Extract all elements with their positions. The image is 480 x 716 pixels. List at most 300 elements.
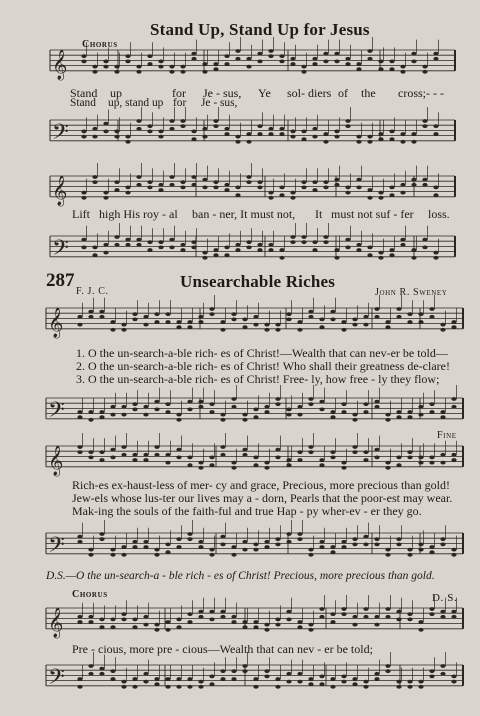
note-head — [132, 312, 137, 316]
note-head — [99, 618, 104, 622]
note-head — [356, 186, 361, 190]
note-head — [198, 466, 203, 470]
note-head — [396, 456, 401, 460]
note-head — [308, 682, 313, 686]
note-head — [422, 119, 427, 123]
note-head — [400, 70, 405, 74]
note-head — [246, 240, 251, 244]
note-head — [363, 402, 368, 406]
note-head — [268, 243, 273, 247]
note-head — [103, 130, 108, 134]
note-head — [242, 664, 247, 668]
note-head — [275, 685, 280, 689]
note-head — [451, 548, 456, 552]
note-head — [363, 685, 368, 689]
note-head — [345, 119, 350, 123]
note-head — [308, 623, 313, 627]
clef: 𝄢 — [48, 664, 65, 695]
note-head — [418, 548, 423, 552]
note-head — [279, 60, 284, 64]
note-head — [114, 235, 119, 239]
note-head — [275, 537, 280, 541]
note-head — [440, 328, 445, 332]
note-head — [389, 193, 394, 197]
note-head — [132, 402, 137, 406]
note-head — [400, 191, 405, 195]
note-head — [451, 675, 456, 679]
note-head — [176, 456, 181, 460]
note-head — [418, 312, 423, 316]
note-head — [114, 243, 119, 247]
note-head — [165, 402, 170, 406]
lyric-word: of — [338, 86, 348, 100]
note-head — [407, 320, 412, 324]
note-head — [132, 677, 137, 681]
note-head — [136, 243, 141, 247]
note-head — [143, 680, 148, 684]
note-head — [132, 540, 137, 544]
note-head — [154, 453, 159, 457]
note-head — [429, 402, 434, 406]
note-head — [121, 413, 126, 417]
note-head — [297, 328, 302, 332]
note-head — [187, 325, 192, 329]
note-head — [374, 315, 379, 319]
note-head — [440, 410, 445, 414]
note-head — [268, 248, 273, 252]
note-head — [330, 450, 335, 454]
note-head — [88, 410, 93, 414]
note-head — [132, 453, 137, 457]
note-head — [374, 615, 379, 619]
author-right: John R. Sweney — [375, 287, 448, 298]
note-head — [187, 620, 192, 624]
note-head — [367, 140, 372, 144]
note-head — [136, 70, 141, 74]
note-head — [429, 669, 434, 673]
note-head — [231, 461, 236, 465]
note-head — [198, 545, 203, 549]
note-head — [88, 672, 93, 676]
note-head — [352, 623, 357, 627]
note-head — [385, 413, 390, 417]
note-head — [143, 545, 148, 549]
note-head — [451, 453, 456, 457]
note-head — [396, 680, 401, 684]
note-head — [242, 318, 247, 322]
note-head — [158, 135, 163, 139]
note-head — [114, 180, 119, 184]
note-head — [220, 677, 225, 681]
lyric-word: loss. — [428, 207, 450, 221]
note-head — [323, 132, 328, 136]
note-head — [312, 180, 317, 184]
note-head — [125, 191, 130, 195]
note-head — [264, 545, 269, 549]
note-head — [198, 461, 203, 465]
note-head — [180, 124, 185, 128]
note-head — [334, 130, 339, 134]
note-head — [308, 445, 313, 449]
note-head — [279, 248, 284, 252]
note-head — [246, 246, 251, 250]
note-head — [77, 685, 82, 689]
note-head — [396, 410, 401, 414]
note-head — [323, 186, 328, 190]
note-head — [308, 315, 313, 319]
note-head — [264, 466, 269, 470]
note-head — [389, 137, 394, 141]
note-head — [132, 458, 137, 462]
note-head — [279, 127, 284, 131]
clef: 𝄞 — [52, 175, 68, 206]
note-head — [418, 620, 423, 624]
note-head — [110, 456, 115, 460]
note-head — [180, 70, 185, 74]
note-head — [77, 315, 82, 319]
note-head — [334, 60, 339, 64]
note-head — [220, 418, 225, 422]
note-head — [330, 685, 335, 689]
note-head — [253, 456, 258, 460]
note-head — [209, 548, 214, 552]
note-head — [253, 315, 258, 319]
note-head — [407, 312, 412, 316]
note-head — [187, 685, 192, 689]
note-head — [81, 191, 86, 195]
note-head — [209, 456, 214, 460]
note-head — [385, 615, 390, 619]
note-head — [202, 62, 207, 66]
note-head — [334, 135, 339, 139]
note-head — [429, 307, 434, 311]
note-head — [264, 675, 269, 679]
lyric-word: Je - sus, — [201, 97, 238, 109]
note-head — [235, 140, 240, 144]
note-head — [220, 669, 225, 673]
note-head — [319, 540, 324, 544]
note-head — [374, 537, 379, 541]
note-head — [143, 615, 148, 619]
note-head — [264, 628, 269, 632]
note-head — [143, 323, 148, 327]
note-head — [110, 413, 115, 417]
note-head — [330, 612, 335, 616]
note-head — [319, 615, 324, 619]
note-head — [352, 537, 357, 541]
note-head — [396, 610, 401, 614]
note-head — [231, 466, 236, 470]
note-head — [242, 669, 247, 673]
note-head — [297, 625, 302, 629]
note-head — [92, 135, 97, 139]
note-head — [411, 248, 416, 252]
chorus-label-2: Chorus — [72, 589, 108, 600]
note-head — [319, 682, 324, 686]
note-head — [246, 132, 251, 136]
note-head — [209, 307, 214, 311]
ds-label: D. S. — [432, 592, 458, 604]
note-head — [246, 180, 251, 184]
chorus-lyric: Pre - cious, more pre - cious—Wealth that can nev - er be told; — [72, 642, 373, 656]
note-head — [334, 183, 339, 187]
note-head — [429, 545, 434, 549]
note-head — [411, 60, 416, 64]
note-head — [176, 418, 181, 422]
note-head — [418, 685, 423, 689]
note-head — [231, 620, 236, 624]
note-head — [385, 664, 390, 668]
note-head — [297, 458, 302, 462]
note-head — [198, 610, 203, 614]
note-head — [187, 677, 192, 681]
note-head — [147, 248, 152, 252]
note-head — [81, 196, 86, 200]
note-head — [290, 57, 295, 61]
note-head — [169, 238, 174, 242]
note-head — [246, 140, 251, 144]
note-head — [352, 323, 357, 327]
note-head — [341, 680, 346, 684]
note-head — [297, 620, 302, 624]
note-head — [202, 186, 207, 190]
note-head — [356, 140, 361, 144]
note-head — [224, 54, 229, 58]
note-head — [125, 60, 130, 64]
note-head — [180, 119, 185, 123]
note-head — [279, 256, 284, 260]
note-head — [136, 183, 141, 187]
note-head — [429, 456, 434, 460]
note-head — [242, 418, 247, 422]
note-head — [411, 132, 416, 136]
note-head — [429, 410, 434, 414]
note-head — [158, 188, 163, 192]
note-head — [389, 186, 394, 190]
note-head — [451, 553, 456, 557]
note-head — [345, 124, 350, 128]
note-head — [114, 188, 119, 192]
note-head — [341, 607, 346, 611]
note-head — [143, 405, 148, 409]
note-head — [110, 669, 115, 673]
note-head — [158, 183, 163, 187]
note-head — [411, 52, 416, 56]
note-head — [301, 65, 306, 69]
note-head — [411, 183, 416, 187]
lyric-word: Lift — [72, 207, 90, 221]
note-head — [231, 312, 236, 316]
note-head — [220, 320, 225, 324]
note-head — [165, 620, 170, 624]
note-head — [242, 540, 247, 544]
note-head — [418, 543, 423, 547]
note-head — [147, 130, 152, 134]
lyric-word: sol- diers — [287, 86, 332, 100]
note-head — [253, 548, 258, 552]
note-head — [180, 243, 185, 247]
note-head — [297, 532, 302, 536]
note-head — [400, 140, 405, 144]
note-head — [191, 52, 196, 56]
note-head — [103, 251, 108, 255]
note-head — [191, 240, 196, 244]
lyric-word: up — [110, 86, 122, 100]
note-head — [81, 54, 86, 58]
note-head — [198, 540, 203, 544]
note-head — [158, 65, 163, 69]
note-head — [242, 453, 247, 457]
note-head — [202, 256, 207, 260]
note-head — [429, 315, 434, 319]
note-head — [253, 323, 258, 327]
note-head — [334, 256, 339, 260]
note-head — [429, 550, 434, 554]
note-head — [356, 67, 361, 71]
lyric-word: cross;- - - — [398, 86, 444, 100]
note-head — [367, 196, 372, 200]
note-head — [242, 448, 247, 452]
note-head — [198, 680, 203, 684]
note-head — [165, 628, 170, 632]
note-head — [389, 130, 394, 134]
note-head — [143, 413, 148, 417]
note-head — [143, 623, 148, 627]
note-head — [213, 124, 218, 128]
note-head — [319, 463, 324, 467]
note-head — [275, 618, 280, 622]
note-head — [378, 191, 383, 195]
note-head — [418, 461, 423, 465]
note-head — [341, 466, 346, 470]
note-head — [110, 320, 115, 324]
note-head — [396, 685, 401, 689]
note-head — [378, 256, 383, 260]
note-head — [209, 610, 214, 614]
note-head — [407, 618, 412, 622]
note-head — [147, 186, 152, 190]
note-head — [356, 62, 361, 66]
note-head — [257, 243, 262, 247]
note-head — [77, 445, 82, 449]
note-head — [345, 62, 350, 66]
note-head — [121, 618, 126, 622]
note-head — [169, 183, 174, 187]
note-head — [429, 461, 434, 465]
note-head — [224, 188, 229, 192]
note-head — [345, 191, 350, 195]
note-head — [418, 405, 423, 409]
note-head — [246, 57, 251, 61]
note-head — [290, 135, 295, 139]
note-head — [253, 543, 258, 547]
note-head — [176, 685, 181, 689]
note-head — [286, 540, 291, 544]
note-head — [121, 323, 126, 327]
note-head — [103, 122, 108, 126]
note-head — [312, 240, 317, 244]
note-head — [165, 677, 170, 681]
note-head — [81, 60, 86, 64]
note-head — [264, 328, 269, 332]
note-head — [407, 415, 412, 419]
note-head — [99, 672, 104, 676]
note-head — [363, 680, 368, 684]
note-head — [374, 448, 379, 452]
note-head — [88, 548, 93, 552]
note-head — [165, 543, 170, 547]
note-head — [154, 628, 159, 632]
note-head — [136, 119, 141, 123]
note-head — [165, 410, 170, 414]
note-head — [136, 127, 141, 131]
note-head — [275, 397, 280, 401]
note-head — [286, 312, 291, 316]
note-head — [180, 180, 185, 184]
note-head — [198, 405, 203, 409]
note-head — [308, 397, 313, 401]
note-head — [341, 328, 346, 332]
note-head — [341, 410, 346, 414]
note-head — [396, 618, 401, 622]
note-head — [433, 52, 438, 56]
note-head — [99, 532, 104, 536]
note-head — [367, 135, 372, 139]
clef: 𝄢 — [52, 235, 69, 266]
note-head — [385, 466, 390, 470]
note-head — [264, 669, 269, 673]
note-head — [275, 323, 280, 327]
note-head — [77, 323, 82, 327]
note-head — [396, 307, 401, 311]
note-head — [378, 132, 383, 136]
note-head — [99, 458, 104, 462]
note-head — [253, 463, 258, 467]
note-head — [264, 410, 269, 414]
lyric-word: the — [361, 86, 376, 100]
note-head — [297, 672, 302, 676]
note-head — [143, 672, 148, 676]
note-head — [407, 612, 412, 616]
hymn-title: Unsearchable Riches — [180, 272, 336, 291]
note-head — [191, 183, 196, 187]
note-head — [176, 537, 181, 541]
clef: 𝄞 — [52, 49, 68, 80]
note-head — [440, 672, 445, 676]
note-head — [209, 618, 214, 622]
note-head — [110, 677, 115, 681]
note-head — [92, 65, 97, 69]
note-head — [290, 191, 295, 195]
clef: 𝄢 — [48, 397, 65, 428]
note-head — [99, 625, 104, 629]
note-head — [253, 685, 258, 689]
note-head — [231, 615, 236, 619]
note-head — [334, 248, 339, 252]
note-head — [290, 240, 295, 244]
note-head — [220, 328, 225, 332]
note-head — [308, 402, 313, 406]
note-head — [323, 140, 328, 144]
note-head — [407, 685, 412, 689]
note-head — [422, 238, 427, 242]
note-head — [264, 623, 269, 627]
note-head — [143, 458, 148, 462]
note-head — [451, 405, 456, 409]
note-head — [77, 415, 82, 419]
note-head — [77, 410, 82, 414]
note-head — [158, 240, 163, 244]
